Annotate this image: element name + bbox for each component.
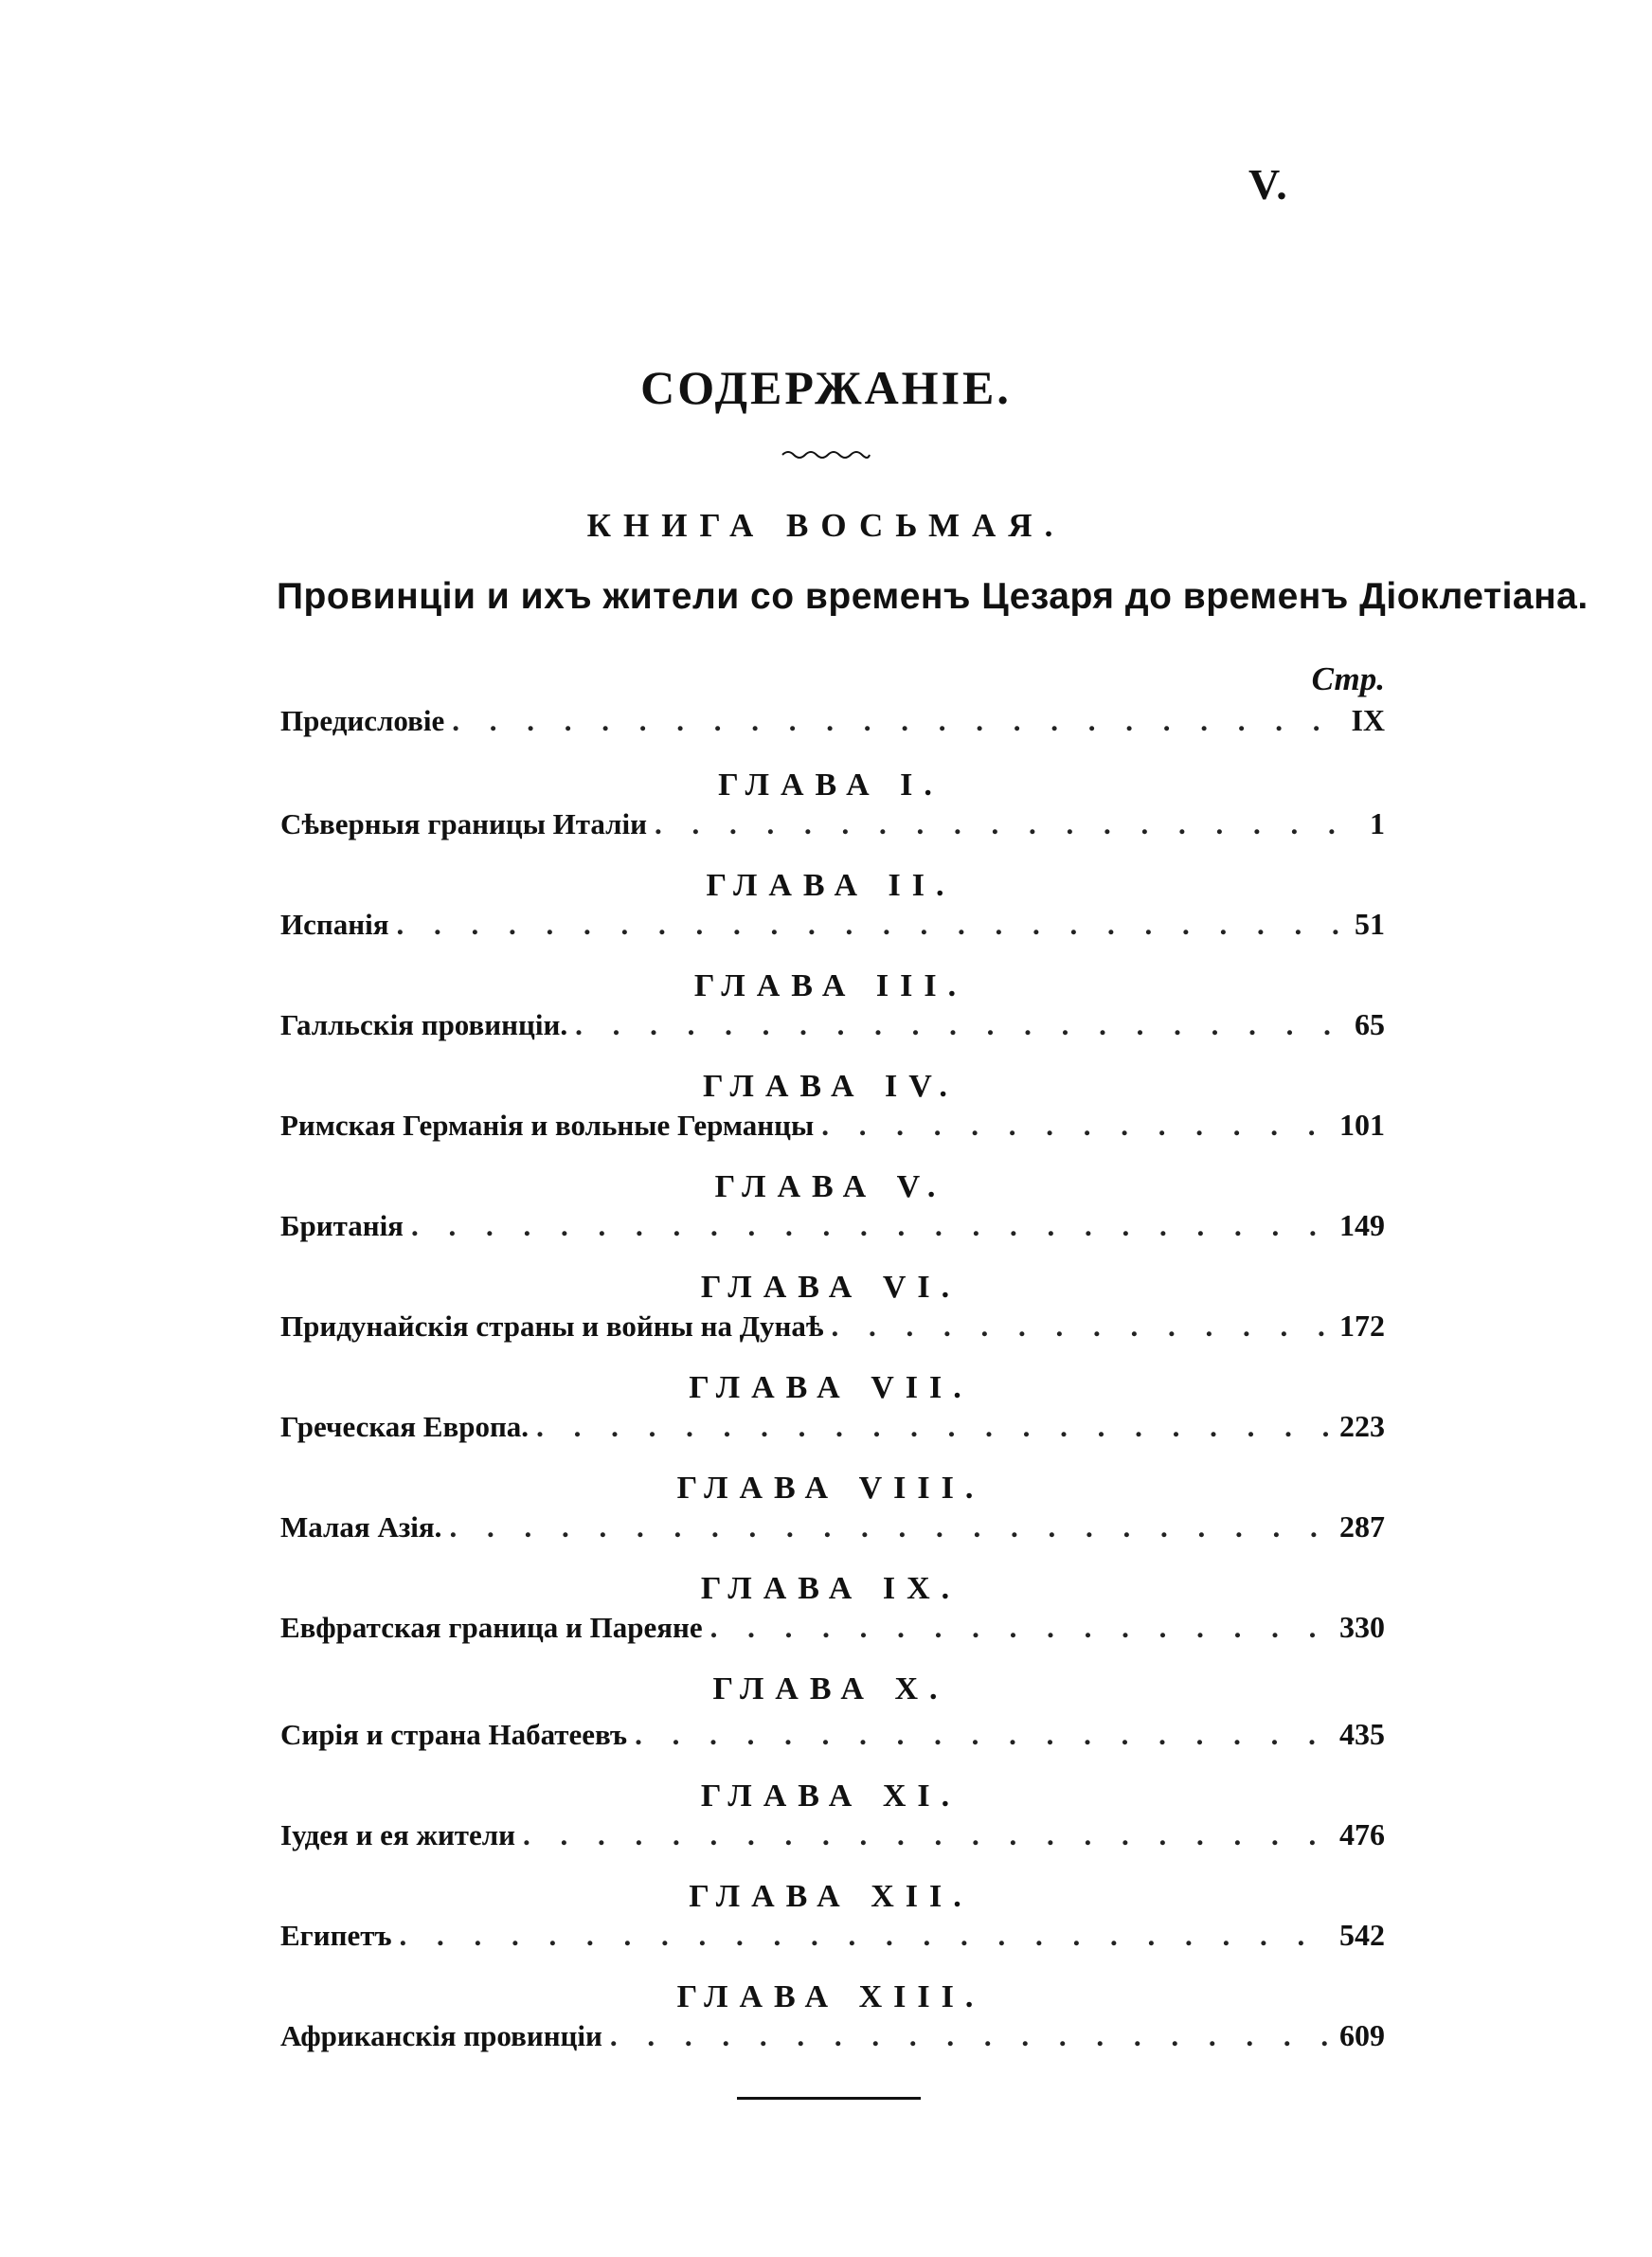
page-column-label: Стр. <box>1311 660 1385 697</box>
toc-entry-label: Сирія и страна Набатеевъ <box>280 1718 628 1751</box>
toc-entry-page: 542 <box>1339 1918 1385 1952</box>
toc-entry-label: Малая Азія. <box>280 1510 442 1544</box>
chapter-heading: ГЛАВА V. <box>714 1169 947 1204</box>
chapter-heading: ГЛАВА XI. <box>700 1779 961 1814</box>
toc-entry-page: 172 <box>1339 1309 1385 1343</box>
toc-entry-label: Африканскія провинціи <box>280 2019 602 2052</box>
chapter-heading: ГЛАВА X. <box>712 1671 949 1706</box>
toc-entry-page: 223 <box>1339 1409 1385 1443</box>
toc-entry-label: Греческая Европа. <box>280 1410 530 1443</box>
toc-entry-label: Евфратская граница и Пареяне <box>280 1611 703 1644</box>
toc-entry-page: 476 <box>1339 1817 1385 1851</box>
toc-entry <box>280 1918 1385 1961</box>
toc-entry <box>280 1717 1385 1760</box>
dot-leader <box>832 1309 1330 1344</box>
dot-leader <box>575 1008 1345 1042</box>
toc-entry-label: Іудея и ея жители <box>280 1818 516 1851</box>
chapter-heading: ГЛАВА VII. <box>689 1370 973 1405</box>
toc-entry-page: 1 <box>1370 806 1385 840</box>
toc-entry <box>280 1108 1385 1151</box>
toc-entry-page: 51 <box>1355 907 1385 941</box>
dot-leader <box>610 2019 1330 2053</box>
toc-entry-page: IX <box>1351 703 1385 737</box>
dot-leader <box>655 807 1360 841</box>
toc-entry-page: 65 <box>1355 1007 1385 1041</box>
toc-entry-label: Предисловіе <box>280 704 445 737</box>
title-ornament <box>779 445 873 464</box>
page-title: СОДЕРЖАНІЕ. <box>640 361 1012 414</box>
toc-entry <box>280 1817 1385 1861</box>
dot-leader <box>449 1510 1330 1544</box>
dot-leader <box>452 704 1341 738</box>
end-rule <box>737 2097 921 2100</box>
toc-entry <box>280 2018 1385 2062</box>
toc-entry <box>280 1208 1385 1252</box>
toc-entry <box>280 907 1385 950</box>
toc-entry-page: 101 <box>1339 1108 1385 1142</box>
dot-leader <box>635 1718 1330 1752</box>
dot-leader <box>400 1919 1330 1953</box>
dot-leader <box>523 1818 1330 1852</box>
toc-entry <box>280 806 1385 850</box>
toc-entry <box>280 1509 1385 1553</box>
dot-leader <box>821 1109 1330 1143</box>
toc-entry-label: Римская Германія и вольные Германцы <box>280 1109 815 1142</box>
chapter-heading: ГЛАВА IV. <box>703 1069 959 1104</box>
toc-entry <box>280 1007 1385 1051</box>
toc-entry <box>280 1409 1385 1453</box>
dot-leader <box>396 908 1345 942</box>
chapter-heading: ГЛАВА III. <box>693 968 968 1003</box>
toc-entry-label: Галльскія провинціи. <box>280 1008 568 1041</box>
chapter-heading: ГЛАВА IX. <box>700 1571 961 1606</box>
toc-entry-label: Британія <box>280 1209 404 1242</box>
toc-entry-label: Испанія <box>280 908 389 941</box>
toc-entry-label: Сѣверныя границы Италіи <box>280 807 648 840</box>
chapter-heading: ГЛАВА XII. <box>689 1879 973 1914</box>
dot-leader <box>710 1611 1330 1645</box>
book-title: КНИГА ВОСЬМАЯ. <box>586 507 1066 544</box>
dot-leader <box>411 1209 1330 1243</box>
toc-entry-page: 330 <box>1339 1610 1385 1644</box>
page-number: V. <box>1248 160 1289 208</box>
toc-entry-preface <box>280 703 1385 747</box>
book-subtitle: Провинціи и ихъ жители со временъ Цезаря до временъ Діоклетіана. <box>277 576 1589 617</box>
dot-leader <box>536 1410 1330 1444</box>
toc-entry <box>280 1610 1385 1653</box>
chapter-heading: ГЛАВА XIII. <box>676 1979 985 2014</box>
toc-entry-label: Египетъ <box>280 1919 392 1952</box>
toc-entry-label: Придунайскія страны и войны на Дунаѣ <box>280 1309 824 1343</box>
chapter-heading: ГЛАВА II. <box>706 868 956 903</box>
toc-entry-page: 287 <box>1339 1509 1385 1544</box>
toc-entry <box>280 1309 1385 1352</box>
toc-entry-page: 609 <box>1339 2018 1385 2052</box>
toc-entry-page: 149 <box>1339 1208 1385 1242</box>
chapter-heading: ГЛАВА VI. <box>700 1270 961 1305</box>
chapter-heading: ГЛАВА I. <box>718 767 943 803</box>
chapter-heading: ГЛАВА VIII. <box>676 1471 985 1506</box>
toc-entry-page: 435 <box>1339 1717 1385 1751</box>
